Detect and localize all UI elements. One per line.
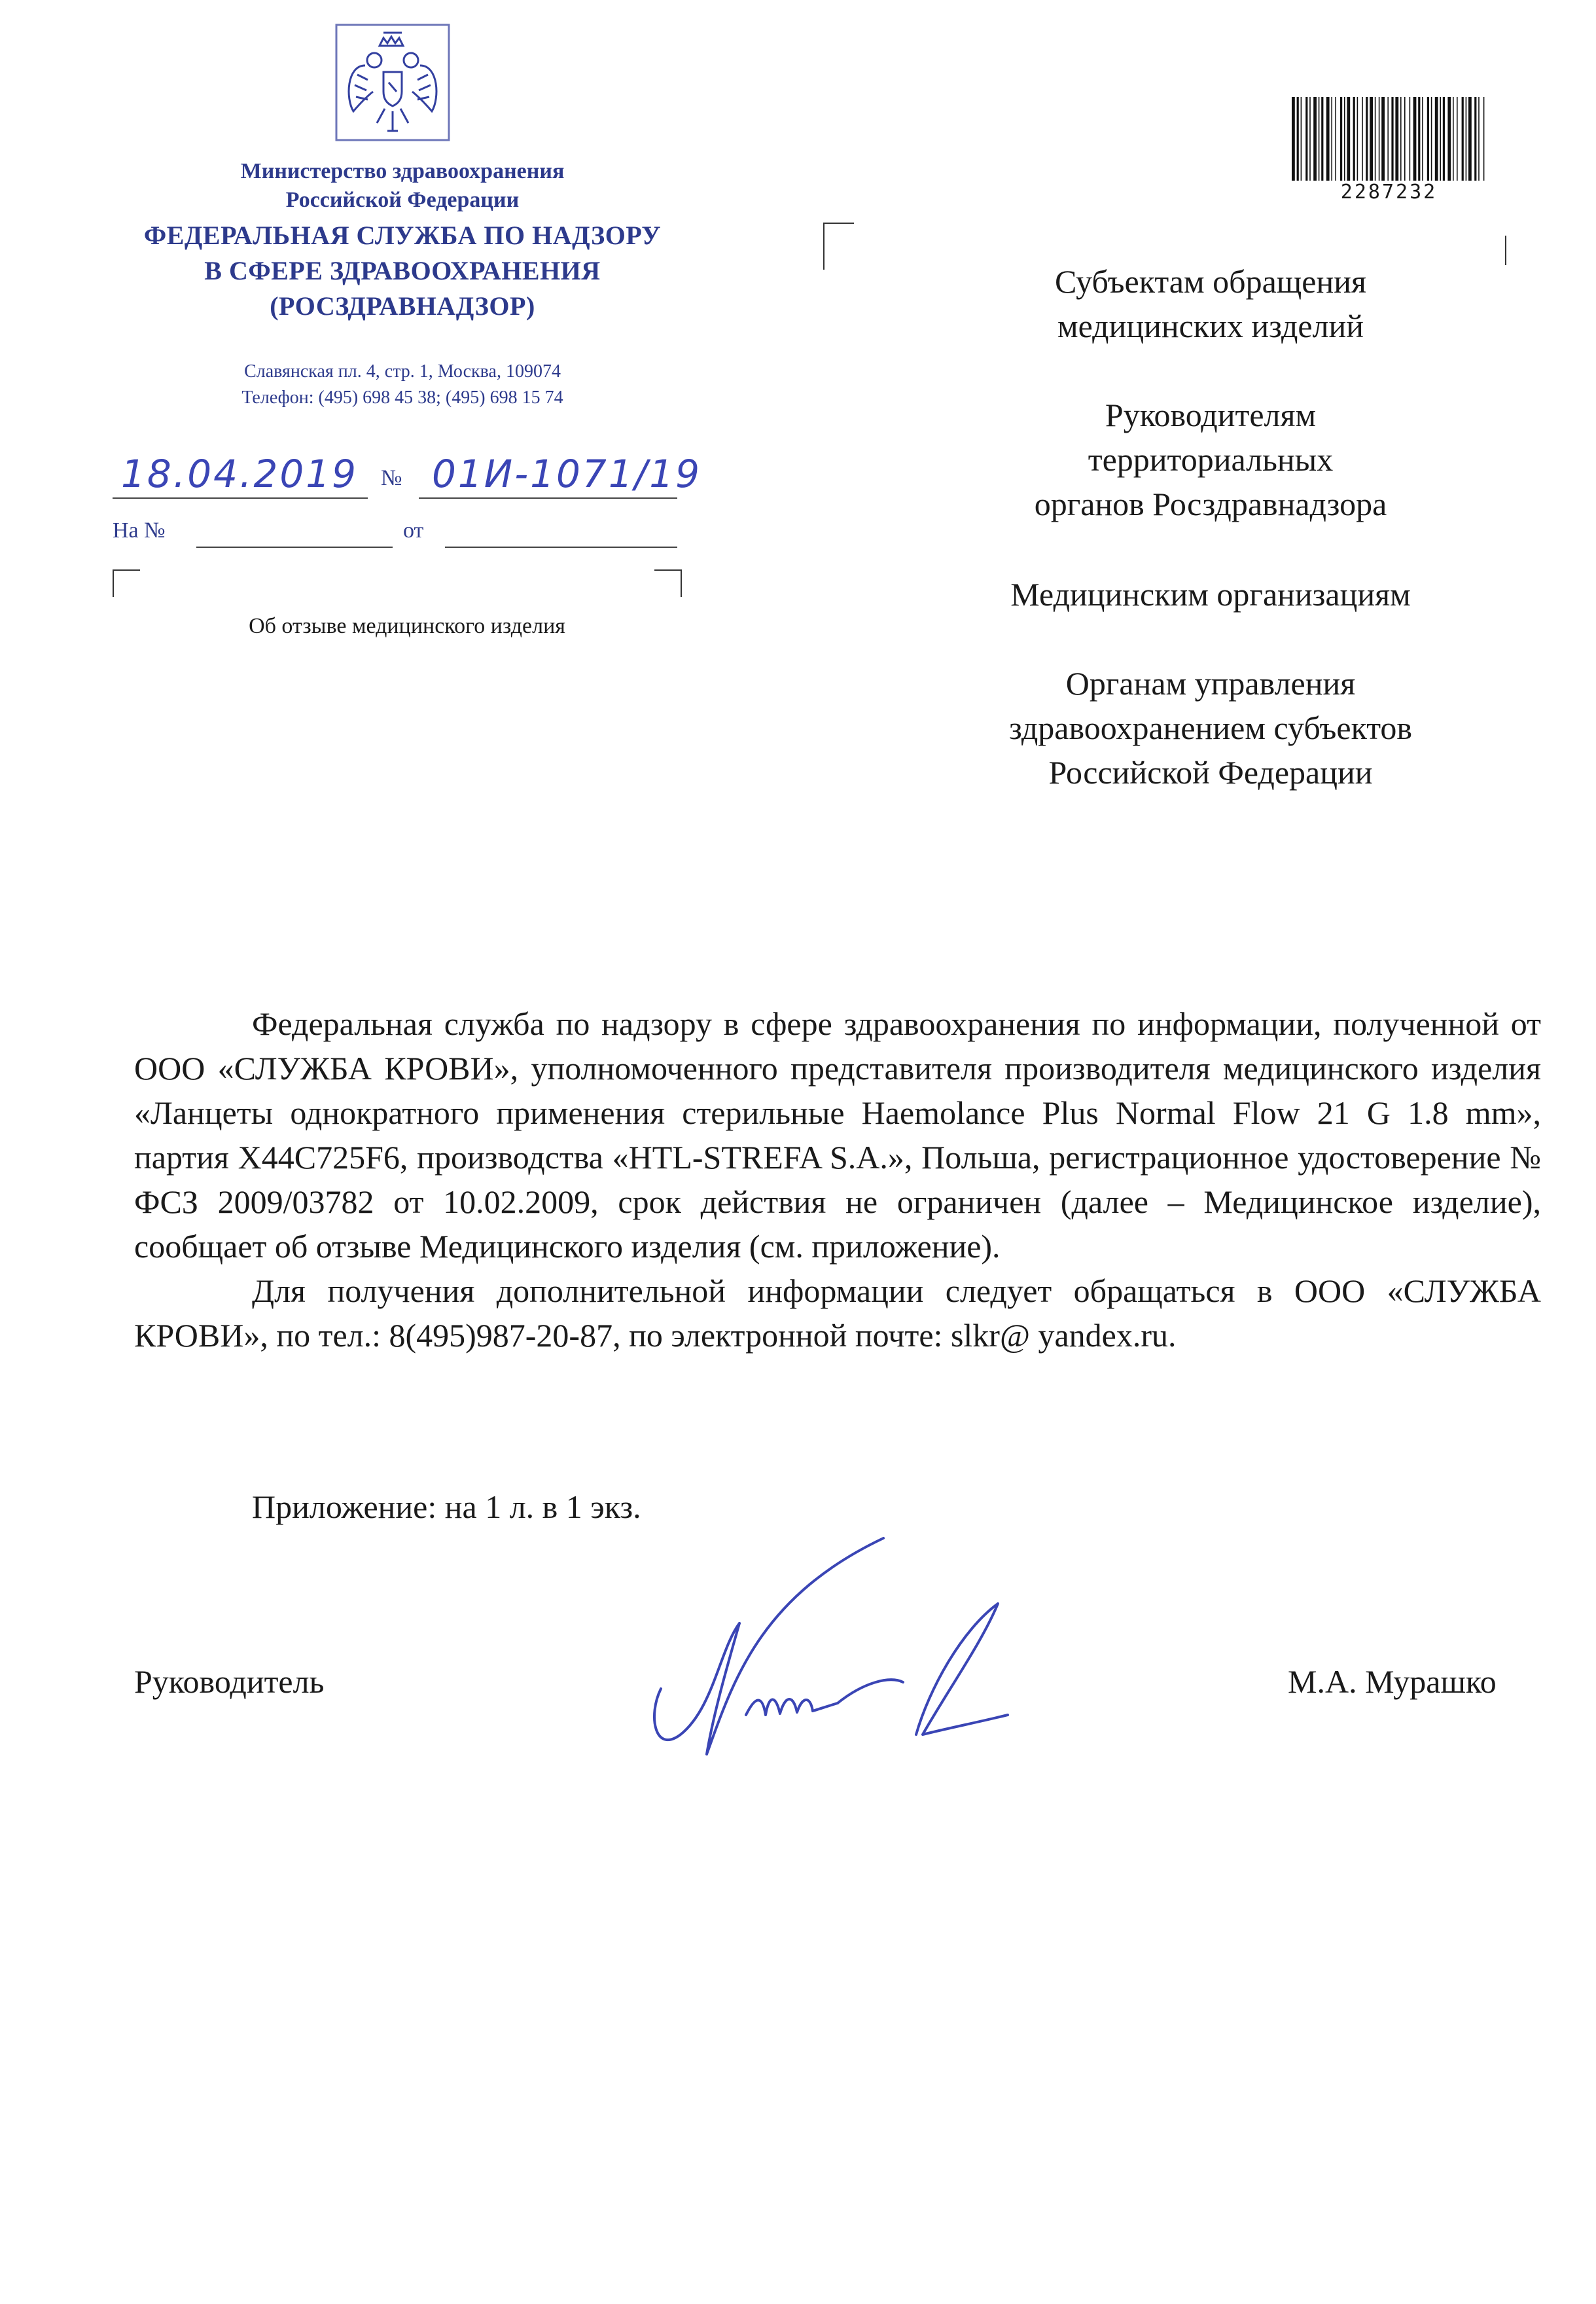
barcode-bar: [1440, 97, 1441, 181]
letterhead-address: [131, 359, 674, 411]
service-line: (РОСЗДРАВНАДЗОР): [270, 291, 535, 321]
ref-underline: [196, 547, 393, 548]
barcode-bar: [1375, 97, 1376, 181]
barcode-bar: [1418, 97, 1420, 181]
barcode-bar: [1297, 97, 1299, 181]
barcode-bar: [1331, 97, 1332, 181]
barcode-bar: [1335, 97, 1336, 181]
barcode-bar: [1483, 97, 1485, 181]
body-paragraph: Федеральная служба по надзору в сфере здравоохранения по информации, полученной от ООО «СЛУЖБА КРОВИ», уполномоченного представителя производителя медицинского изделия «Ланцеты однократного применения стерильные Haemolance Plus Normal Flow 21 G 1.8 mm», партия X44C725F6, производства «HTL-STREFA S.A.», Польша, регистрационное удостоверение № ФСЗ 2009/03782 от 10.02.2009, срок действия не ограничен (далее – Медицинское изделие), сообщает об отзыве Медицинского изделия (см. приложение).: [134, 1005, 1541, 1265]
outgoing-number: 01И-1071/19: [432, 452, 702, 496]
barcode-bar: [1404, 97, 1406, 181]
addressee-line: Субъектам обращения: [1055, 263, 1366, 300]
addressee-line: Руководителям: [1105, 397, 1317, 433]
barcode-bar: [1447, 97, 1451, 181]
barcode-bar: [1466, 97, 1467, 181]
ministry-line: Министерство здравоохранения: [240, 159, 565, 183]
corner-mark-left: [113, 569, 140, 597]
barcode-bar: [1400, 97, 1402, 181]
barcode-bar: [1468, 97, 1472, 181]
barcode-bar: [1301, 97, 1302, 181]
date-underline: [113, 497, 368, 499]
barcode-bar: [1410, 97, 1411, 181]
service-line: ФЕДЕРАЛЬНАЯ СЛУЖБА ПО НАДЗОРУ: [143, 221, 662, 250]
barcode-bar: [1340, 97, 1342, 181]
barcode-bar: [1422, 97, 1423, 181]
barcode-bar: [1370, 97, 1373, 181]
barcode: [1289, 97, 1489, 181]
addressee-3: [916, 572, 1505, 617]
addressee-line: территориальных: [1088, 441, 1334, 478]
coat-of-arms-icon: [327, 20, 458, 144]
barcode-bar: [1453, 97, 1454, 181]
barcode-bar: [1292, 97, 1295, 181]
barcode-bar: [1326, 97, 1330, 181]
addressee-line: Российской Федерации: [1048, 754, 1373, 791]
barcode-bar: [1344, 97, 1345, 181]
letter-body: [134, 1001, 1541, 1358]
number-underline: [419, 497, 677, 499]
barcode-bar: [1395, 97, 1398, 181]
barcode-bar: [1457, 97, 1458, 181]
outgoing-date: 18.04.2019: [121, 452, 359, 496]
addressee-2: [916, 393, 1505, 526]
addressee-corner-right: [1505, 236, 1506, 265]
service-line: В СФЕРЕ ЗДРАВООХРАНЕНИЯ: [204, 256, 601, 285]
number-sign: №: [381, 466, 402, 490]
service-name: [98, 218, 707, 324]
from-underline: [445, 547, 677, 548]
barcode-bar: [1462, 97, 1464, 181]
addressee-4: [916, 661, 1505, 795]
addressee-line: Органам управления: [1065, 665, 1356, 702]
barcode-number: 2287232: [1340, 181, 1438, 204]
barcode-bar: [1443, 97, 1445, 181]
body-paragraph: Для получения дополнительной информации следует обращаться в ООО «СЛУЖБА КРОВИ», по тел.: 8(495)987-20-87, по электронной почте: slkr@ yandex.ru.: [134, 1272, 1541, 1354]
addressee-corner-left: [823, 223, 854, 270]
barcode-bar: [1319, 97, 1320, 181]
barcode-bar: [1478, 97, 1480, 181]
subject-line: Об отзыве медицинского изделия: [249, 614, 565, 638]
addressee-line: здравоохранением субъектов: [1008, 710, 1413, 746]
barcode-bar: [1387, 97, 1389, 181]
handwritten-signature-icon: [641, 1519, 1047, 1793]
barcode-bar: [1353, 97, 1355, 181]
barcode-bar: [1357, 97, 1358, 181]
signatory-title: Руководитель: [134, 1663, 325, 1700]
corner-mark-right: [654, 569, 682, 597]
addressee-line: органов Росздравнадзора: [1034, 486, 1387, 522]
barcode-bar: [1313, 97, 1317, 181]
barcode-bar: [1427, 97, 1429, 181]
signatory-name: М.А. Мурашко: [1288, 1663, 1497, 1700]
addressee-1: [916, 259, 1505, 348]
ministry-name: [131, 157, 674, 215]
barcode-bar: [1391, 97, 1393, 181]
barcode-bar: [1379, 97, 1380, 181]
barcode-bar: [1381, 97, 1385, 181]
barcode-bar: [1413, 97, 1417, 181]
barcode-bar: [1362, 97, 1363, 181]
barcode-bar: [1474, 97, 1476, 181]
annex-line: Приложение: на 1 л. в 1 экз.: [252, 1488, 641, 1525]
phone-line: Телефон: (495) 698 45 38; (495) 698 15 74: [241, 387, 563, 408]
barcode-bar: [1321, 97, 1323, 181]
address-line: Славянская пл. 4, стр. 1, Москва, 109074: [244, 361, 561, 382]
barcode-bar: [1309, 97, 1311, 181]
addressee-line: медицинских изделий: [1057, 308, 1364, 344]
ministry-line: Российской Федерации: [285, 188, 520, 212]
ref-label: На №: [113, 518, 166, 543]
addressee-line: Медицинским организациям: [1010, 576, 1411, 613]
barcode-bar: [1305, 97, 1307, 181]
barcode-bar: [1435, 97, 1438, 181]
barcode-bar: [1431, 97, 1432, 181]
from-label: от: [403, 518, 424, 543]
barcode-bar: [1366, 97, 1368, 181]
barcode-bar: [1347, 97, 1350, 181]
